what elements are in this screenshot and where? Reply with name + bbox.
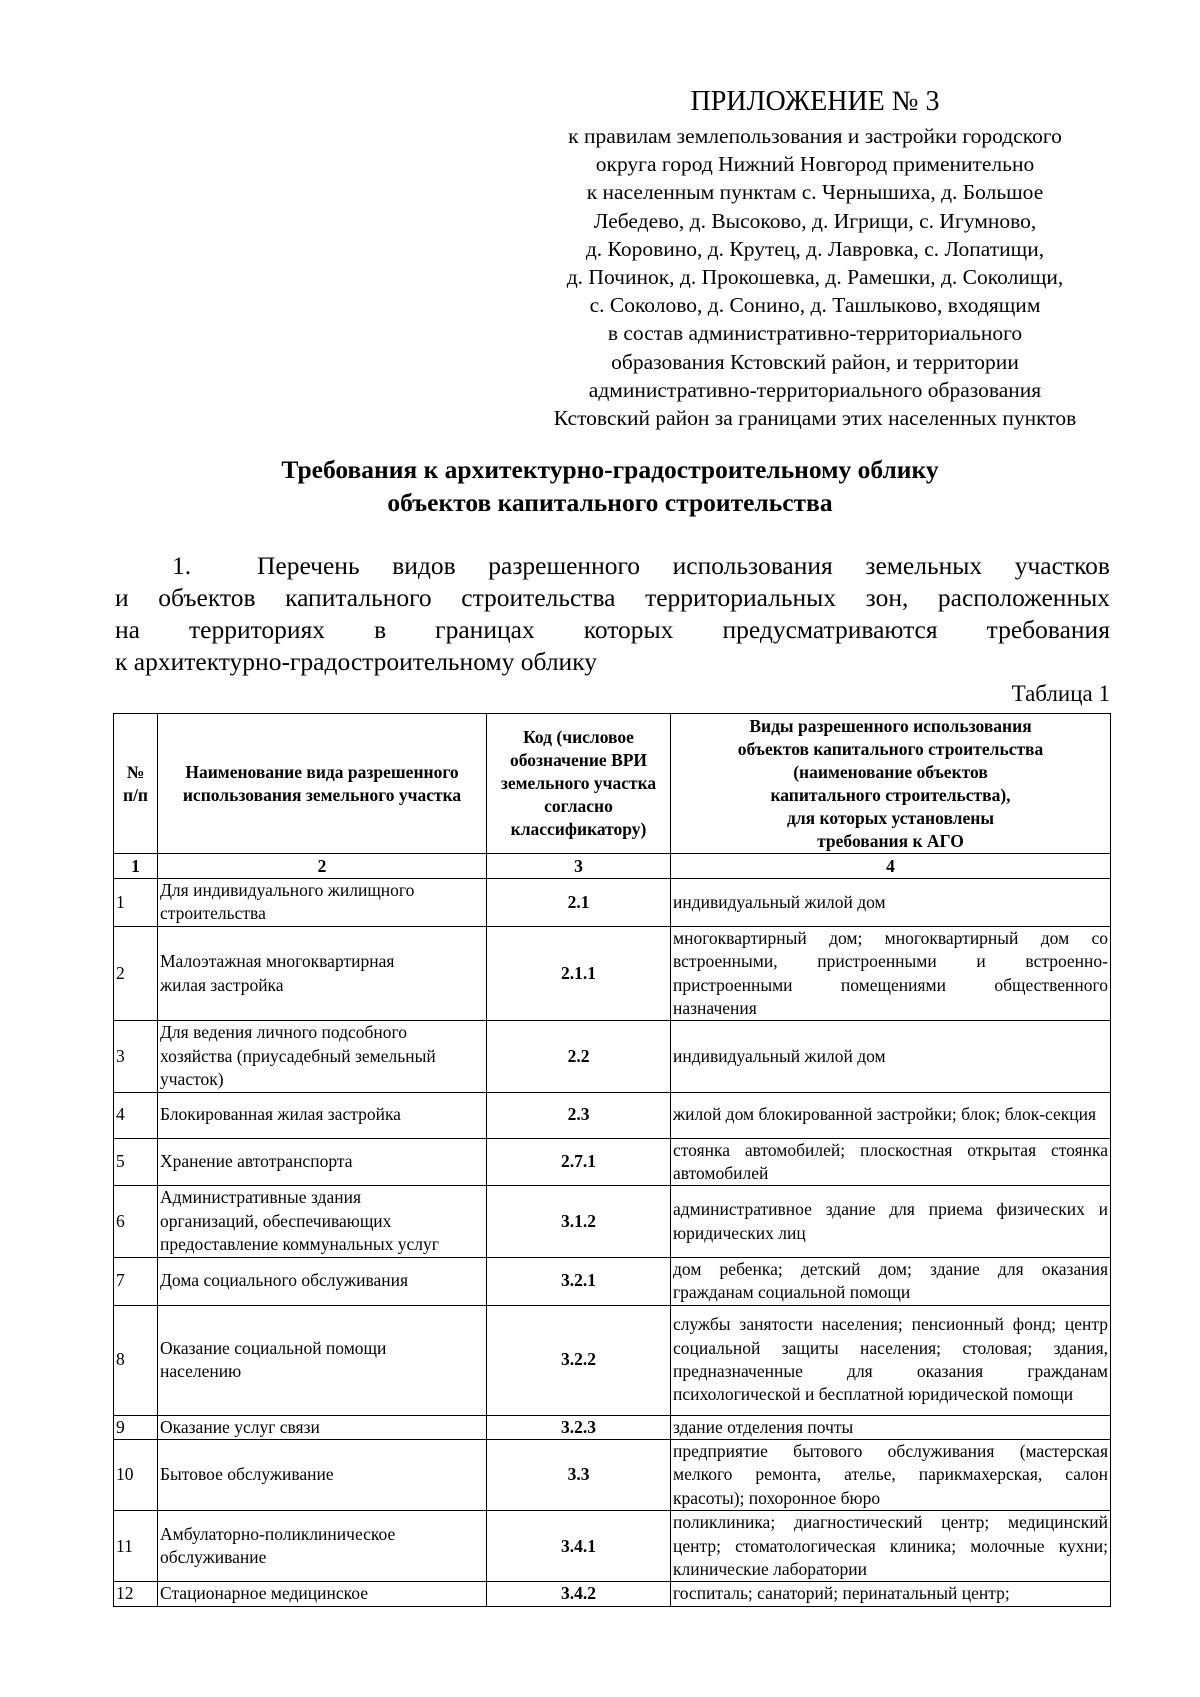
land-use-name-line: Оказание услуг связи xyxy=(160,1416,320,1437)
row-number: 5 xyxy=(114,1138,158,1186)
land-use-name-line: жилая застройка xyxy=(160,974,284,995)
table-row xyxy=(114,879,1111,927)
appendix-title: ПРИЛОЖЕНИЕ № 3 xyxy=(690,86,940,117)
land-use-name xyxy=(158,1511,487,1582)
table-row xyxy=(114,926,1111,1021)
header-text-line: п/п xyxy=(122,784,149,805)
table-row xyxy=(114,1582,1111,1606)
appendix-line: Лебедево, д. Высоково, д. Игрищи, с. Игумново, xyxy=(593,208,1037,233)
capital-objects: службы занятости населения; пенсионный фонд; центр социальной защиты населения; столовая; здания, предназначенные для оказания гражданам психологической и бесплатной юридической помощи xyxy=(671,1305,1111,1415)
row-number: 6 xyxy=(114,1186,158,1257)
classifier-code: 2.7.1 xyxy=(487,1138,671,1186)
land-use-name-line: Административные здания xyxy=(160,1187,361,1208)
document-title xyxy=(110,453,1110,519)
classifier-code: 3.2.1 xyxy=(487,1257,671,1305)
land-use-name-line: Оказание социальной помощи xyxy=(160,1337,387,1358)
land-use-name-line: Блокированная жилая застройка xyxy=(160,1104,401,1125)
section-word: границах xyxy=(435,615,535,644)
document-title-line: Требования к архитектурно-градостроительному облику xyxy=(281,455,939,484)
table-row xyxy=(114,1021,1111,1092)
section-word: участков xyxy=(1014,551,1110,580)
appendix-line: в состав административно-территориального xyxy=(607,321,1023,346)
section-line-text xyxy=(257,550,1110,582)
section-word: Перечень xyxy=(257,551,360,580)
header-text-line: земельного участка xyxy=(500,773,657,793)
section-word: объектов xyxy=(158,583,256,612)
header-code xyxy=(487,714,671,854)
classifier-code: 2.1.1 xyxy=(487,926,671,1021)
land-use-name-line: населению xyxy=(160,1361,242,1381)
land-use-name-line: обслуживание xyxy=(160,1547,267,1568)
column-number: 4 xyxy=(671,854,1111,879)
section-line xyxy=(115,550,1110,582)
land-use-name xyxy=(158,1415,487,1439)
capital-objects: индивидуальный жилой дом xyxy=(671,879,1111,927)
section-word: которых xyxy=(583,615,674,644)
table-row xyxy=(114,1257,1111,1305)
row-number: 1 xyxy=(114,879,158,927)
classifier-code: 3.4.1 xyxy=(487,1511,671,1582)
land-use-name xyxy=(158,1257,487,1305)
row-number: 12 xyxy=(114,1582,158,1606)
section-word: зон, xyxy=(865,583,909,612)
table-caption: Таблица 1 xyxy=(1011,681,1110,706)
section-word: на xyxy=(115,615,140,644)
header-objects xyxy=(671,714,1111,854)
row-number: 9 xyxy=(114,1415,158,1439)
classifier-code: 3.4.2 xyxy=(487,1582,671,1606)
land-use-name xyxy=(158,1021,487,1092)
section-word: предусматриваются xyxy=(722,615,938,644)
land-use-name-line: Хранение автотранспорта xyxy=(160,1151,353,1172)
header-text-line: Виды разрешенного использования xyxy=(749,715,1032,736)
land-use-name xyxy=(158,1092,487,1138)
land-use-name-line: Дома социального обслуживания xyxy=(160,1270,409,1291)
appendix-line: к правилам землепользования и застройки городского xyxy=(568,124,1062,148)
capital-objects: госпиталь; санаторий; перинатальный центр; xyxy=(671,1582,1111,1606)
header-text-line: Наименование вида разрешенного xyxy=(185,761,459,782)
column-number-row xyxy=(114,854,1111,879)
section-word: и xyxy=(115,583,129,612)
section-word: капитального xyxy=(285,583,432,612)
header-text-line: классификатору) xyxy=(510,819,647,839)
section-word: территориальных xyxy=(645,583,837,612)
classifier-code: 3.1.2 xyxy=(487,1186,671,1257)
land-use-name xyxy=(158,1439,487,1510)
section-word: в xyxy=(374,615,387,644)
land-use-name-line: Малоэтажная многоквартирная xyxy=(160,951,395,972)
appendix-block xyxy=(520,84,1110,432)
row-number: 8 xyxy=(114,1305,158,1415)
capital-objects: здание отделения почты xyxy=(671,1415,1111,1439)
land-use-name-line: участок) xyxy=(160,1069,224,1090)
classifier-code: 3.2.3 xyxy=(487,1415,671,1439)
land-use-name-line: Амбулаторно-поликлиническое xyxy=(160,1523,396,1544)
header-text-line: (наименование объектов xyxy=(793,761,988,782)
table-row xyxy=(114,1092,1111,1138)
appendix-line: Кстовский район за границами этих населенных пунктов xyxy=(553,406,1077,431)
land-use-name xyxy=(158,1138,487,1186)
capital-objects: административное здание для приема физических и юридических лиц xyxy=(671,1186,1111,1257)
land-use-name-line: Стационарное медицинское xyxy=(160,1583,368,1604)
table-row xyxy=(114,1186,1111,1257)
section-word: видов xyxy=(392,551,456,580)
section-word: строительства xyxy=(461,583,616,612)
table-row xyxy=(114,1415,1111,1439)
classifier-code: 2.1 xyxy=(487,879,671,927)
table-row xyxy=(114,1439,1111,1510)
capital-objects: поликлиника; диагностический центр; медицинский центр; стоматологическая клиника; молочные кухни; клинические лаборатории xyxy=(671,1511,1111,1582)
requirements-table xyxy=(113,713,1111,1607)
land-use-name xyxy=(158,1582,487,1606)
appendix-line: округа город Нижний Новгород применительно xyxy=(595,152,1035,177)
header-text-line: обозначение ВРИ xyxy=(509,750,648,770)
land-use-name-line: организаций, обеспечивающих xyxy=(160,1210,392,1231)
land-use-name-line: Бытовое обслуживание xyxy=(160,1464,334,1485)
classifier-code: 3.2.2 xyxy=(487,1305,671,1415)
classifier-code: 2.2 xyxy=(487,1021,671,1092)
capital-objects: дом ребенка; детский дом; здание для оказания гражданам социальной помощи xyxy=(671,1257,1111,1305)
header-text-line: капитального строительства), xyxy=(770,784,1011,805)
header-text-line: для которых установлены xyxy=(786,807,994,828)
section-heading xyxy=(115,550,1110,678)
section-word: расположенных xyxy=(937,583,1110,612)
header-number xyxy=(114,714,158,854)
capital-objects: предприятие бытового обслуживания (мастерская мелкого ремонта, ателье, парикмахерская, салон красоты); похоронное бюро xyxy=(671,1439,1111,1510)
section-line: к архитектурно-градостроительному облику xyxy=(115,647,597,676)
capital-objects: стоянка автомобилей; плоскостная открытая стоянка автомобилей xyxy=(671,1138,1111,1186)
header-text-line: согласно xyxy=(544,796,613,816)
column-number: 2 xyxy=(158,854,487,879)
land-use-name-line: хозяйства (приусадебный земельный xyxy=(160,1045,436,1066)
appendix-line: образования Кстовский район, и территории xyxy=(611,349,1019,374)
land-use-name-line: строительства xyxy=(160,903,266,924)
land-use-name-line: Для индивидуального жилищного xyxy=(160,880,415,900)
land-use-name xyxy=(158,1305,487,1415)
capital-objects: индивидуальный жилой дом xyxy=(671,1021,1111,1092)
classifier-code: 3.3 xyxy=(487,1439,671,1510)
header-text-line: Код (числовое xyxy=(523,727,634,747)
land-use-name xyxy=(158,926,487,1021)
section-word: разрешенного xyxy=(488,551,641,580)
row-number: 3 xyxy=(114,1021,158,1092)
header-text-line: № xyxy=(126,761,145,782)
appendix-line: д. Починок, д. Прокошевка, д. Рамешки, д. Соколищи, xyxy=(566,265,1064,290)
header-text-line: использования земельного участка xyxy=(182,784,462,805)
section-number: 1. xyxy=(172,551,192,580)
appendix-line: административно-территориального образования xyxy=(588,377,1042,402)
section-line xyxy=(115,582,1110,614)
capital-objects: жилой дом блокированной застройки; блок; блок-секция xyxy=(671,1092,1111,1138)
header-text-line: требования к АГО xyxy=(817,830,964,851)
land-use-name-line: предоставление коммунальных услуг xyxy=(160,1234,439,1255)
section-line xyxy=(115,614,1110,646)
appendix-line: с. Соколово, д. Сонино, д. Ташлыково, входящим xyxy=(589,293,1041,318)
header-text-line: объектов капитального строительства xyxy=(737,738,1044,759)
table-header-row xyxy=(114,714,1111,854)
appendix-lines xyxy=(520,122,1110,432)
table-row xyxy=(114,1305,1111,1415)
row-number: 10 xyxy=(114,1439,158,1510)
table-body xyxy=(114,879,1111,1607)
row-number: 11 xyxy=(114,1511,158,1582)
land-use-name xyxy=(158,879,487,927)
row-number: 2 xyxy=(114,926,158,1021)
section-word: использования xyxy=(672,551,833,580)
land-use-name xyxy=(158,1186,487,1257)
table-row xyxy=(114,1138,1111,1186)
classifier-code: 2.3 xyxy=(487,1092,671,1138)
column-number: 3 xyxy=(487,854,671,879)
row-number: 7 xyxy=(114,1257,158,1305)
section-word: территориях xyxy=(189,615,326,644)
column-number: 1 xyxy=(114,854,158,879)
document-title-line: объектов капитального строительства xyxy=(387,488,833,517)
land-use-name-line: Для ведения личного подсобного xyxy=(160,1022,408,1043)
section-word: требования xyxy=(986,615,1110,644)
appendix-line: к населенным пунктам с. Чернышиха, д. Большое xyxy=(586,180,1044,205)
row-number: 4 xyxy=(114,1092,158,1138)
appendix-line: д. Коровино, д. Крутец, д. Лавровка, с. Лопатищи, xyxy=(585,236,1045,261)
capital-objects: многоквартирный дом; многоквартирный дом со встроенными, пристроенными и встроенно-пристроенными помещениями общественного назначения xyxy=(671,926,1111,1021)
section-word: земельных xyxy=(865,551,983,580)
table-row xyxy=(114,1511,1111,1582)
header-name xyxy=(158,714,487,854)
